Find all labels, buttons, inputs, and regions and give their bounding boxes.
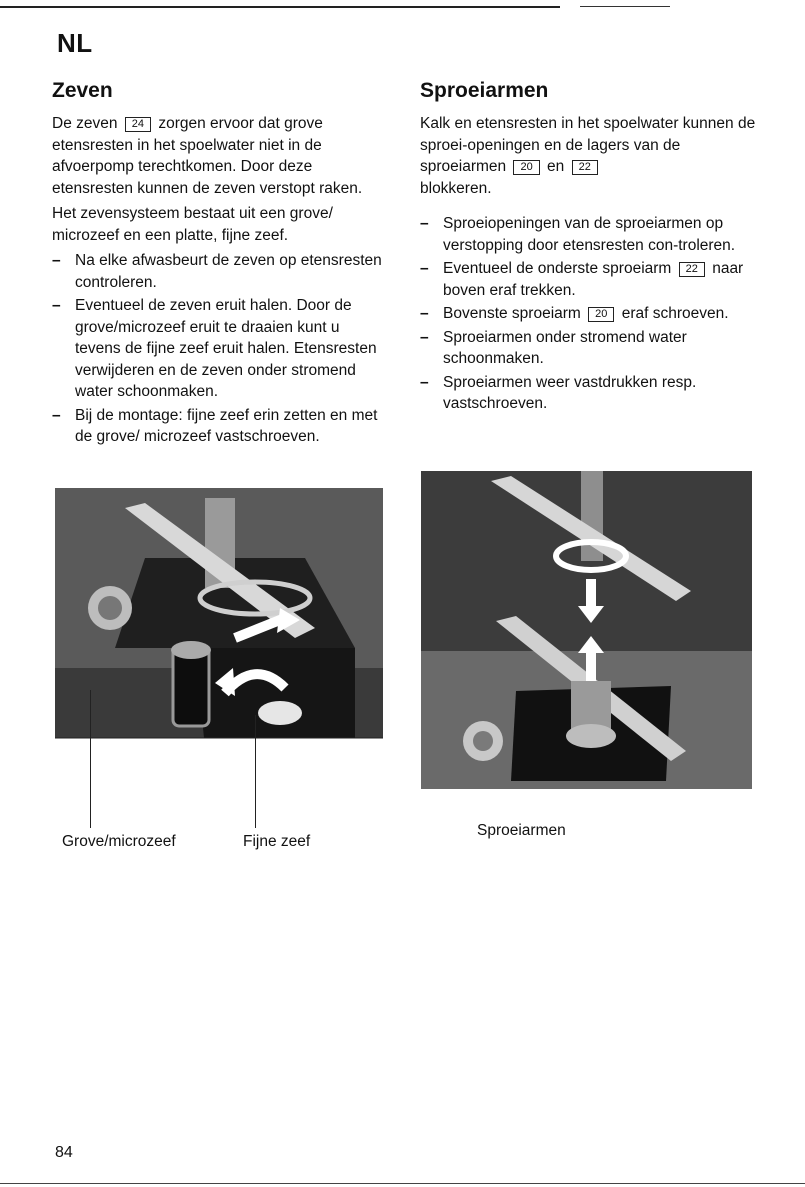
item-text: naar boven eraf trekken. [443, 260, 744, 299]
intro-text-end: zorgen ervoor dat grove etensresten in het spoelwater niet in de afvoerpomp terechtkomen. Door deze etensresten kunnen de zeven verstopt raken. [52, 115, 363, 197]
list-item: – Sproeiarmen onder stromend water schoonmaken. [420, 327, 760, 370]
section-title-zeven: Zeven [52, 79, 113, 102]
intro-text-end: blokkeren. [420, 179, 492, 197]
left-column [52, 78, 382, 450]
intro-text-start: De zeven [52, 115, 122, 132]
list-item: – Sproeiarmen weer vastdrukken resp. vastschroeven. [420, 372, 760, 415]
bottom-rule [0, 1183, 805, 1184]
leader-line-fine-sieve [255, 715, 256, 828]
reference-box: 22 [572, 160, 598, 175]
top-rule [0, 6, 560, 8]
intro-text-start: Kalk en etensresten in het spoelwater kunnen de sproei-openingen en de lagers van de sproeiarmen [420, 115, 756, 175]
figure-caption-sproeiarmen: Sproeiarmen [477, 822, 566, 839]
reference-box: 20 [513, 160, 539, 175]
right-column [420, 78, 760, 417]
list-item [420, 303, 760, 325]
sieve-figure [55, 488, 383, 804]
list-item: – Na elke afwasbeurt de zeven op etensresten controleren. [52, 250, 382, 293]
list-item: – Sproeiopeningen van de sproeiarmen op verstopping door etensresten con-troleren. [420, 213, 760, 256]
page-number: 84 [55, 1144, 73, 1161]
spray-arms-figure [421, 471, 752, 789]
intro-paragraph-zeven [52, 113, 382, 199]
language-label: NL [57, 28, 93, 58]
sieve-illustration [55, 488, 383, 804]
reference-box: 24 [125, 117, 151, 132]
leader-line-coarse-sieve [90, 690, 91, 828]
spray-arm-instructions-list [420, 213, 760, 415]
intro-text-mid: en [542, 158, 569, 175]
list-item: – Eventueel de zeven eruit halen. Door de grove/microzeef eruit te draaien kunt u tevens de fijne zeef eruit halen. Etensresten verwijderen en de zeven onder stromend water schoonmaken. [52, 295, 382, 403]
reference-box: 20 [588, 307, 614, 322]
intro-paragraph-sproeiarmen [420, 113, 760, 199]
list-item: – Bij de montage: fijne zeef erin zetten en met de grove/ microzeef vastschroeven. [52, 405, 382, 448]
label-coarse-microsieve: Grove/microzeef [62, 833, 176, 850]
sieve-system-paragraph: Het zevensysteem bestaat uit een grove/ microzeef en een platte, fijne zeef. [52, 205, 333, 244]
sieve-instructions-list [52, 250, 382, 448]
item-text: eraf schroeven. [617, 305, 729, 322]
item-text: Eventueel de onderste sproeiarm [443, 260, 676, 277]
section-title-sproeiarmen: Sproeiarmen [420, 79, 549, 102]
list-item [420, 258, 760, 301]
top-rule-short [580, 6, 670, 7]
item-text: Bovenste sproeiarm [443, 305, 586, 322]
spray-arms-illustration [421, 471, 752, 789]
label-fine-sieve: Fijne zeef [243, 833, 311, 850]
reference-box: 22 [679, 262, 705, 277]
